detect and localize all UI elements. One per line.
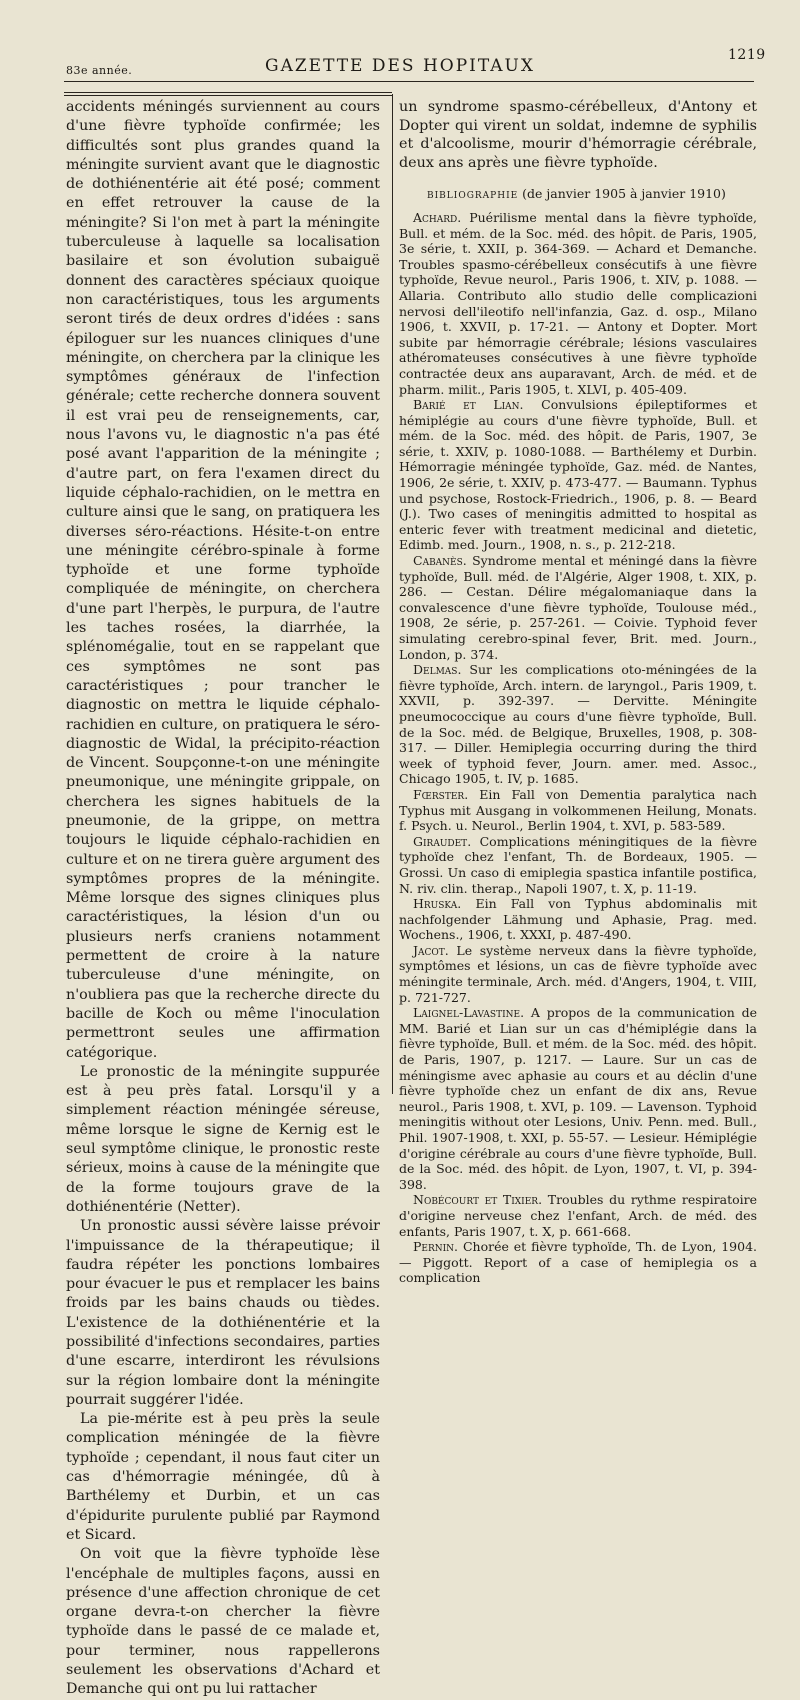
reference-text: A propos de la communication de MM. Barié et Lian sur un cas d'hémiplégie dans la fièvre typhoïde, Bull. et mém. de la Soc. méd. des hôpit. de Paris, 1907, p. 1217. — Laure. Sur un cas de méningisme avec aphasie au cours et au déclin d'une fièvre typhoïde chez un enfant de dix ans, Revue neurol., Paris 1908, t. XVI, p. 109. — Lavenson. Typhoid meningitis without oter Lesions, Univ. Penn. med. Bull., Phil. 1907-1908, t. XXI, p. 55-57. — Lesieur. Hémiplégie d'origine cérébrale au cours d'une fièvre typhoïde, Bull. de la Soc. méd. des hôpit. de Lyon, 1907, t. VI, p. 394-398. [399, 1005, 757, 1192]
reference-text: Syndrome mental et méningé dans la fièvre typhoïde, Bull. méd. de l'Algérie, Alger 1908, t. XIX, p. 286. — Cestan. Délire mégalomaniaque dans la convalescence d'une fièvre typhoïde, Toulouse méd., 1908, 2e série, p. 257-261. — Coivie. Typhoid fever simulating cerebro-spinal fever, Brit. med. Journ., London, p. 374. [399, 553, 757, 662]
section-rule-second [64, 95, 392, 96]
reference-author: Giraudet. [413, 833, 472, 849]
reference-text: Sur les complications oto-méningées de la fièvre typhoïde, Arch. intern. de laryngol., Paris 1909, t. XXVII, p. 392-397. — Dervitte. Méningite pneumococcique au cours d'une fièvre typhoïde, Bull. de la Soc. méd. de Belgique, Bruxelles, 1908, p. 308-317. — Diller. Hemiplegia occurring during the third week of typhoid fever, Journ. amer. med. Assoc., Chicago 1905, t. IV, p. 1685. [399, 662, 757, 787]
paragraph: Un pronostic aussi sévère laisse prévoir l'impuissance de la thérapeutique; il faudra répéter les ponctions lombaires pour évacuer le pus et remplacer les bains froids par les bains chauds ou tièdes. L'existence de la dothiénentérie et la possibilité d'infections secondaires, parties d'une escarre, interdiront les révulsions sur la région lombaire dont la méningite pourrait suggérer l'idée. [66, 1218, 380, 1408]
reference-text: Puérilisme mental dans la fièvre typhoïde, Bull. et mém. de la Soc. méd. des hôpit. de Paris, 1905, 3e série, t. XXII, p. 364-369. — Achard et Demanche. Troubles spasmo-cérébelleux consécutifs à une fièvre typhoïde, Revue neurol., Paris 1906, t. XIV, p. 1088. — Allaria. Contributo allo studio delle complicazioni nervosi dell'ileotifo nell'infanzia, Gaz. d. osp., Milano 1906, t. XXVII, p. 17-21. — Antony et Dopter. Mort subite par hémorragie cérébrale; lésions vasculaires athéromateuses consécutives à une fièvre typhoïde contractée deux ans auparavant, Arch. de méd. et de pharm. milit., Paris 1905, t. XLVI, p. 405-409. [399, 209, 757, 397]
reference-author: Achard. [413, 209, 462, 225]
reference-text: Chorée et fièvre typhoïde, Th. de Lyon, 1904. — Piggott. Report of a case of hemiplegia os a complication [399, 1239, 757, 1286]
journal-title: GAZETTE DES HOPITAUX [264, 56, 535, 76]
reference-entry [399, 787, 757, 834]
paragraph: La pie-mérite est à peu près la seule complication méningée de la fièvre typhoïde ; cependant, il nous faut citer un cas d'hémorragie méningée, dû à Barthélemy et Durbin, et un cas d'épidurite purulente publié par Raymond et Sicard. [66, 1411, 380, 1543]
reference-author: Nobécourt et Tixier. [413, 1192, 543, 1208]
reference-author: Laignel-Lavastine. [413, 1005, 525, 1021]
reference-entry [399, 834, 757, 896]
reference-author: Jacot. [413, 942, 449, 958]
paragraph: Le pronostic de la méningite suppurée est à peu près fatal. Lorsqu'il y a simplement réaction méningée séreuse, même lorsque le signe de Kernig est le seul symptôme clinique, le pronostic reste sérieux, moins à cause de la méningite que de la forme toujours grave de la dothiénentérie (Netter). [66, 1063, 380, 1215]
reference-author: Barié et Lian. [413, 397, 524, 413]
reference-entry [399, 1239, 757, 1286]
reference-entry [399, 397, 757, 553]
page-number: 1219 [728, 47, 766, 63]
reference-author: Pernin. [413, 1239, 459, 1255]
bibliography-label: bibliographie [427, 186, 519, 202]
reference-entry [399, 896, 757, 943]
reference-text: Troubles du rythme respiratoire d'origine nerveuse chez l'enfant, Arch. de méd. des enfants, Paris 1907, t. X, p. 661-668. [399, 1192, 757, 1239]
reference-author: Fœrster. [413, 786, 469, 802]
reference-list [399, 210, 757, 1286]
reference-text: Complications méningitiques de la fièvre typhoïde chez l'enfant, Th. de Bordeaux, 1905. — Grossi. Un caso di emiplegia spastica infantile postifica, N. riv. clin. therap., Napoli 1907, t. X, p. 11-19. [399, 833, 757, 896]
reference-author: Hruska. [413, 896, 462, 912]
reference-text: Convulsions épileptiformes et hémiplégie au cours d'une fièvre typhoïde, Bull. et mém. de la Soc. méd. des hôpit. de Paris, 1907, 3e série, t. XXIV, p. 1080-1088. — Barthélemy et Durbin. Hémorragie méningée typhoïde, Gaz. méd. de Nantes, 1906, 2e série, t. XXIV, p. 473-477. — Baumann. Typhus und psychose, Rostock-Friedrich., 1906, p. 8. — Beard (J.). Two cases of meningitis admitted to hospital as enteric fever with treatment medicinal and dietetic, Edimb. med. Journ., 1908, n. s., p. 212-218. [399, 397, 757, 553]
page-header [0, 0, 800, 80]
reference-text: Ein Fall von Dementia paralytica nach Typhus mit Ausgang in volkommenen Heilung, Monats. f. Psych. u. Neurol., Berlin 1904, t. XVI, p. 583-589. [399, 786, 757, 834]
reference-entry [399, 1192, 757, 1239]
paragraph: accidents méningés surviennent au cours d'une fièvre typhoïde confirmée; les difficultés sont plus grandes quand la méningite survient avant que le diagnostic de dothiénentérie ait été posé; comment en effet retrouver la cause de la méningite? Si l'on met à part la méningite tuberculeuse à laquelle sa localisation basilaire et son évolution subaiguë donnent des caractères spéciaux quoique non caractéristiques, tous les arguments seront tirés de deux ordres d'idées : sans épiloguer sur les nuances cliniques d'une méningite, on cherchera par la clinique les symptômes généraux de l'infection générale; cette recherche donnera souvent il est vrai peu de renseignements, car, nous l'avons vu, le diagnostic n'a pas été posé avant l'apparition de la méningite ; d'autre part, on fera l'examen direct du liquide céphalo-rachidien, on le mettra en culture ainsi que le sang, on pratiquera les diverses séro-réactions. Hésite-t-on entre une méningite cérébro-spinale à forme typhoïde et une forme typhoïde compliquée de méningite, on cherchera d'une part l'herpès, le purpura, de l'autre les taches rosées, la diarrhée, la splénomégalie, tout en se rappelant que ces symptômes ne sont pas caractéristiques ; pour trancher le diagnostic on mettra le liquide céphalo-rachidien en culture, on pratiquera le séro-diagnostic de Widal, la précipito-réaction de Vincent. Soupçonne-t-on une méningite pneumonique, une méningite grippale, on cherchera les signes habituels de la pneumonie, de la grippe, on mettra toujours le liquide céphalo-rachidien en culture et on ne tirera guère argument des symptômes propres de la méningite. Même lorsque des signes cliniques plus caractéristiques, la lésion d'un ou plusieurs nerfs craniens notamment permettent de croire à la nature tuberculeuse d'une méningite, on n'oubliera pas que la recherche directe du bacille de Koch ou même l'inoculation permettront seules une affirmation catégorique. [66, 99, 380, 1061]
reference-entry [399, 210, 757, 397]
reference-author: Delmas. [413, 662, 462, 678]
right-column [399, 98, 757, 1286]
section-rule [64, 92, 392, 93]
paragraph: On voit que la fièvre typhoïde lèse l'encéphale de multiples façons, aussi en présence d'une affection chronique de cet organe devra-t-on chercher la fièvre typhoïde dans le passé de ce malade et, pour terminer, nous rappellerons seulement les observations d'Achard et Demanche qui ont pu lui rattacher [66, 1546, 380, 1698]
reference-entry [399, 943, 757, 1005]
reference-entry [399, 553, 757, 662]
reference-author: Cabanès. [413, 553, 467, 569]
reference-entry [399, 1005, 757, 1192]
left-column [66, 98, 380, 1700]
header-rule [64, 81, 754, 82]
issue-label: 83e année. [66, 64, 133, 77]
reference-entry [399, 662, 757, 787]
reference-text: Ein Fall von Typhus abdominalis mit nachfolgender Lähmung und Aphasie, Prag. med. Wochens., 1906, t. XXXI, p. 487-490. [399, 896, 757, 943]
reference-text: Le système nerveux dans la fièvre typhoïde, symptômes et lésions, un cas de fièvre typhoïde avec méningite terminale, Arch. méd. d'Angers, 1904, t. VIII, p. 721-727. [399, 942, 757, 1005]
bibliography-heading [427, 186, 757, 202]
bibliography-range: (de janvier 1905 à janvier 1910) [522, 186, 726, 202]
column-separator [392, 94, 393, 1094]
continuation-paragraph: un syndrome spasmo-cérébelleux, d'Antony et Dopter qui virent un soldat, indemne de syphilis et d'alcoolisme, mourir d'hémorragie cérébrale, deux ans après une fièvre typhoïde. [399, 99, 757, 171]
